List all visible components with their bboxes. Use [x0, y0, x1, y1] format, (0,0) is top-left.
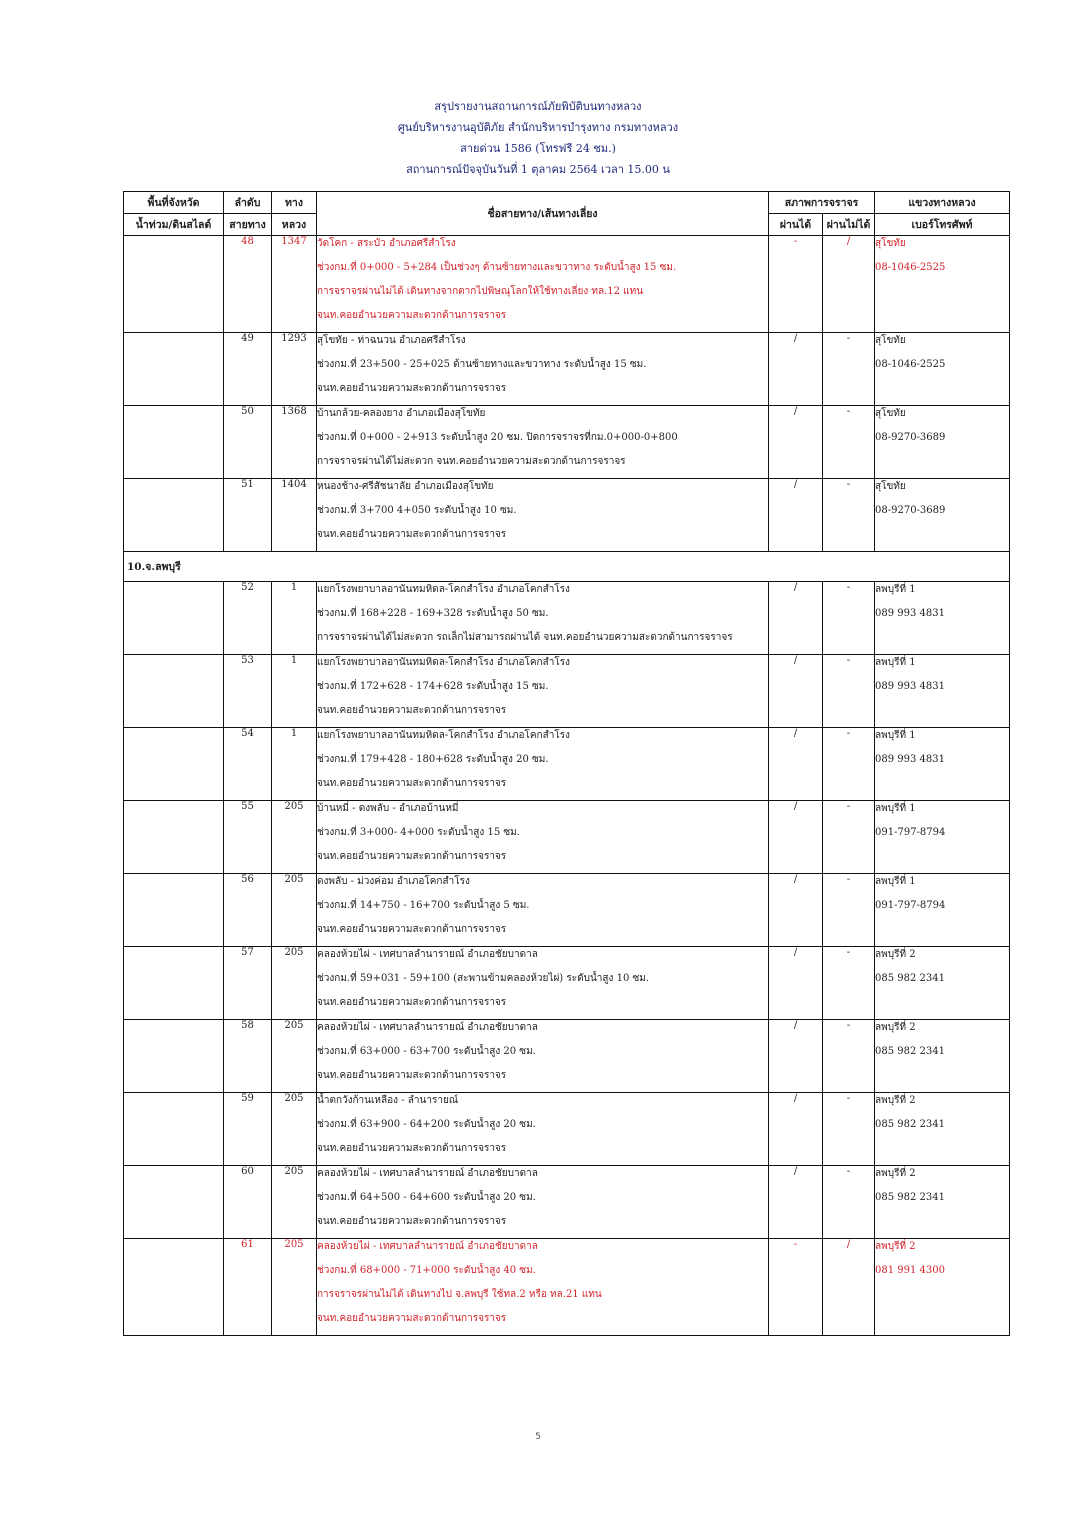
route-line: ช่วงกม.ที่ 0+000 - 2+913 ระดับน้ำสูง 20 ซม. ปิดการจราจรที่กม.0+000-0+800: [317, 432, 678, 443]
office-cell: [875, 1239, 1010, 1336]
office-cell: [875, 947, 1010, 1020]
route-line: คลองห้วยไผ่ - เทศบาลลำนารายณ์ อำเภอชัยบาดาล: [317, 1022, 538, 1033]
header-highway: ทาง: [272, 192, 317, 214]
route-line: วัดโคก - สระบัว อำเภอศรีสำโรง: [317, 238, 456, 249]
report-timestamp: สถานการณ์ปัจจุบันวันที่ 1 ตุลาคม 2564 เวลา 15.00 น: [406, 163, 670, 176]
route-description: [317, 236, 769, 333]
highway-cell: 1: [272, 728, 317, 801]
impassable-cell: -: [823, 1093, 875, 1166]
office-name: ลพบุรีที่ 1: [875, 730, 916, 741]
route-line: จนท.คอยอำนวยความสะดวกด้านการจราจร: [317, 1216, 507, 1227]
route-line: บ้านกล้วย-คลองยาง อำเภอเมืองสุโขทัย: [317, 408, 486, 419]
seq-cell: 52: [224, 582, 272, 655]
route-line: จนท.คอยอำนวยความสะดวกด้านการจราจร: [317, 705, 507, 716]
route-line: จนท.คอยอำนวยความสะดวกด้านการจราจร: [317, 924, 507, 935]
office-cell: [875, 406, 1010, 479]
report-title-block: [0, 96, 1076, 180]
situation-table: [123, 191, 1010, 1336]
highway-cell: 205: [272, 874, 317, 947]
office-cell: [875, 655, 1010, 728]
route-description: [317, 728, 769, 801]
office-name: สุโขทัย: [875, 481, 906, 492]
route-line: การจราจรผ่านได้ไม่สะดวก จนท.คอยอำนวยความสะดวกด้านการจราจร: [317, 456, 626, 467]
route-description: [317, 1166, 769, 1239]
header-seq: ลำดับ: [224, 192, 272, 214]
table-row: [124, 655, 1010, 728]
route-line: ช่วงกม.ที่ 3+700 4+050 ระดับน้ำสูง 10 ซม.: [317, 505, 517, 516]
highway-cell: 205: [272, 1166, 317, 1239]
route-line: แยกโรงพยาบาลอานันทมหิดล-โคกสำโรง อำเภอโคกสำโรง: [317, 657, 570, 668]
office-name: สุโขทัย: [875, 335, 906, 346]
office-name: ลพบุรีที่ 2: [875, 1095, 916, 1106]
table-row: [124, 947, 1010, 1020]
office-phone: 08-1046-2525: [875, 359, 946, 370]
impassable-cell: -: [823, 801, 875, 874]
office-name: ลพบุรีที่ 2: [875, 1022, 916, 1033]
route-line: ช่วงกม.ที่ 3+000- 4+000 ระดับน้ำสูง 15 ซม.: [317, 827, 520, 838]
impassable-cell: -: [823, 1166, 875, 1239]
area-cell: [124, 655, 224, 728]
seq-cell: 53: [224, 655, 272, 728]
table-row: [124, 801, 1010, 874]
route-line: การจราจรผ่านไม่ได้ เดินทางจากตากไปพิษณุโลกให้ใช้ทางเลี่ยง ทล.12 แทน: [317, 286, 644, 297]
route-description: [317, 1020, 769, 1093]
table-body: [124, 236, 1010, 1336]
passable-cell: -: [769, 1239, 823, 1336]
header-area-sub: น้ำท่วม/ดินสไลด์: [124, 214, 224, 236]
area-cell: [124, 1166, 224, 1239]
area-cell: [124, 1239, 224, 1336]
seq-cell: 48: [224, 236, 272, 333]
route-line: ช่วงกม.ที่ 68+000 - 71+000 ระดับน้ำสูง 40 ซม.: [317, 1265, 536, 1276]
seq-cell: 55: [224, 801, 272, 874]
office-phone: 08-9270-3689: [875, 432, 946, 443]
route-description: [317, 406, 769, 479]
route-line: จนท.คอยอำนวยความสะดวกด้านการจราจร: [317, 383, 507, 394]
seq-cell: 58: [224, 1020, 272, 1093]
report-hotline: สายด่วน 1586 (โทรฟรี 24 ชม.): [460, 142, 616, 155]
office-name: ลพบุรีที่ 2: [875, 1241, 916, 1252]
highway-cell: 1: [272, 582, 317, 655]
office-phone: 085 982 2341: [875, 1192, 945, 1203]
office-cell: [875, 479, 1010, 552]
office-cell: [875, 874, 1010, 947]
office-name: ลพบุรีที่ 1: [875, 803, 916, 814]
route-line: แยกโรงพยาบาลอานันทมหิดล-โคกสำโรง อำเภอโคกสำโรง: [317, 730, 570, 741]
table-row: [124, 1020, 1010, 1093]
header-traffic: สภาพการจราจร: [769, 192, 875, 214]
report-organization: ศูนย์บริหารงานอุบัติภัย สำนักบริหารบำรุงทาง กรมทางหลวง: [397, 121, 679, 134]
passable-cell: /: [769, 1093, 823, 1166]
route-line: ดงพลับ - ม่วงค่อม อำเภอโคกสำโรง: [317, 876, 470, 887]
highway-cell: 205: [272, 1020, 317, 1093]
area-cell: [124, 874, 224, 947]
route-line: ช่วงกม.ที่ 23+500 - 25+025 ด้านซ้ายทางและขวาทาง ระดับน้ำสูง 15 ซม.: [317, 359, 647, 370]
office-cell: [875, 1093, 1010, 1166]
impassable-cell: /: [823, 236, 875, 333]
area-cell: [124, 236, 224, 333]
route-line: การจราจรผ่านได้ไม่สะดวก รถเล็กไม่สามารถผ่านได้ จนท.คอยอำนวยความสะดวกด้านการจราจร: [317, 632, 733, 643]
seq-cell: 61: [224, 1239, 272, 1336]
route-description: [317, 1239, 769, 1336]
table-row: [124, 333, 1010, 406]
route-description: [317, 333, 769, 406]
route-line: สุโขทัย - ท่าฉนวน อำเภอศรีสำโรง: [317, 335, 466, 346]
seq-cell: 60: [224, 1166, 272, 1239]
office-cell: [875, 582, 1010, 655]
passable-cell: /: [769, 333, 823, 406]
route-line: ช่วงกม.ที่ 0+000 - 5+284 เป็นช่วงๆ ด้านซ้ายทางและขวาทาง ระดับน้ำสูง 15 ซม.: [317, 262, 677, 273]
table-row: [124, 406, 1010, 479]
route-line: จนท.คอยอำนวยความสะดวกด้านการจราจร: [317, 851, 507, 862]
header-impassable: ผ่านไม่ได้: [823, 214, 875, 236]
highway-cell: 205: [272, 801, 317, 874]
highway-cell: 1: [272, 655, 317, 728]
report-title: สรุปรายงานสถานการณ์ภัยพิบัติบนทางหลวง: [434, 100, 642, 113]
highway-cell: 205: [272, 947, 317, 1020]
route-line: คลองห้วยไผ่ - เทศบาลลำนารายณ์ อำเภอชัยบาดาล: [317, 949, 538, 960]
office-name: สุโขทัย: [875, 238, 906, 249]
passable-cell: -: [769, 236, 823, 333]
route-description: [317, 874, 769, 947]
highway-cell: 1293: [272, 333, 317, 406]
impassable-cell: -: [823, 655, 875, 728]
impassable-cell: -: [823, 1020, 875, 1093]
office-name: ลพบุรีที่ 1: [875, 657, 916, 668]
office-cell: [875, 333, 1010, 406]
table-row: [124, 1093, 1010, 1166]
seq-cell: 57: [224, 947, 272, 1020]
area-cell: [124, 406, 224, 479]
route-line: จนท.คอยอำนวยความสะดวกด้านการจราจร: [317, 529, 507, 540]
area-cell: [124, 479, 224, 552]
area-cell: [124, 333, 224, 406]
route-line: ช่วงกม.ที่ 64+500 - 64+600 ระดับน้ำสูง 20 ซม.: [317, 1192, 536, 1203]
office-name: ลพบุรีที่ 1: [875, 876, 916, 887]
passable-cell: /: [769, 874, 823, 947]
seq-cell: 51: [224, 479, 272, 552]
office-phone: 089 993 4831: [875, 754, 945, 765]
route-line: จนท.คอยอำนวยความสะดวกด้านการจราจร: [317, 1070, 507, 1081]
office-phone: 089 993 4831: [875, 608, 945, 619]
area-cell: [124, 582, 224, 655]
area-cell: [124, 1020, 224, 1093]
impassable-cell: -: [823, 947, 875, 1020]
office-phone: 085 982 2341: [875, 1119, 945, 1130]
table-row: [124, 479, 1010, 552]
route-description: [317, 479, 769, 552]
office-name: ลพบุรีที่ 1: [875, 584, 916, 595]
passable-cell: /: [769, 479, 823, 552]
office-name: ลพบุรีที่ 2: [875, 949, 916, 960]
route-line: คลองห้วยไผ่ - เทศบาลลำนารายณ์ อำเภอชัยบาดาล: [317, 1241, 538, 1252]
route-line: จนท.คอยอำนวยความสะดวกด้านการจราจร: [317, 1313, 507, 1324]
passable-cell: /: [769, 1020, 823, 1093]
route-line: จนท.คอยอำนวยความสะดวกด้านการจราจร: [317, 1143, 507, 1154]
area-cell: [124, 947, 224, 1020]
header-row-1: [124, 192, 1010, 214]
office-name: ลพบุรีที่ 2: [875, 1168, 916, 1179]
route-description: [317, 947, 769, 1020]
office-cell: [875, 1166, 1010, 1239]
header-passable: ผ่านได้: [769, 214, 823, 236]
office-phone: 085 982 2341: [875, 1046, 945, 1057]
route-line: ช่วงกม.ที่ 172+628 - 174+628 ระดับน้ำสูง 15 ซม.: [317, 681, 549, 692]
impassable-cell: /: [823, 1239, 875, 1336]
highway-cell: 1404: [272, 479, 317, 552]
route-line: ช่วงกม.ที่ 168+228 - 169+328 ระดับน้ำสูง 50 ซม.: [317, 608, 549, 619]
seq-cell: 50: [224, 406, 272, 479]
route-line: ช่วงกม.ที่ 179+428 - 180+628 ระดับน้ำสูง 20 ซม.: [317, 754, 549, 765]
office-cell: [875, 1020, 1010, 1093]
header-seq-sub: สายทาง: [224, 214, 272, 236]
seq-cell: 59: [224, 1093, 272, 1166]
route-line: บ้านหมี่ - ดงพลับ - อำเภอบ้านหมี่: [317, 803, 459, 814]
highway-cell: 205: [272, 1093, 317, 1166]
passable-cell: /: [769, 582, 823, 655]
seq-cell: 54: [224, 728, 272, 801]
area-cell: [124, 728, 224, 801]
section-row: [124, 552, 1010, 582]
seq-cell: 49: [224, 333, 272, 406]
route-line: ช่วงกม.ที่ 14+750 - 16+700 ระดับน้ำสูง 5 ซม.: [317, 900, 530, 911]
route-description: [317, 1093, 769, 1166]
office-phone: 091-797-8794: [875, 900, 946, 911]
area-cell: [124, 801, 224, 874]
table-row: [124, 874, 1010, 947]
impassable-cell: -: [823, 874, 875, 947]
table-row: [124, 236, 1010, 333]
impassable-cell: -: [823, 333, 875, 406]
header-area: พื้นที่จังหวัด: [124, 192, 224, 214]
office-phone: 08-1046-2525: [875, 262, 946, 273]
highway-cell: 205: [272, 1239, 317, 1336]
impassable-cell: -: [823, 728, 875, 801]
office-cell: [875, 236, 1010, 333]
route-line: ช่วงกม.ที่ 59+031 - 59+100 (สะพานข้ามคลองห้วยไผ่) ระดับน้ำสูง 10 ซม.: [317, 973, 650, 984]
route-line: จนท.คอยอำนวยความสะดวกด้านการจราจร: [317, 778, 507, 789]
office-cell: [875, 801, 1010, 874]
route-line: คลองห้วยไผ่ - เทศบาลลำนารายณ์ อำเภอชัยบาดาล: [317, 1168, 538, 1179]
impassable-cell: -: [823, 406, 875, 479]
route-description: [317, 655, 769, 728]
section-label: 10.จ.ลพบุรี: [124, 552, 1010, 582]
office-cell: [875, 728, 1010, 801]
passable-cell: /: [769, 947, 823, 1020]
route-line: จนท.คอยอำนวยความสะดวกด้านการจราจร: [317, 997, 507, 1008]
route-line: ช่วงกม.ที่ 63+900 - 64+200 ระดับน้ำสูง 20 ซม.: [317, 1119, 536, 1130]
office-phone: 081 991 4300: [875, 1265, 945, 1276]
office-phone: 08-9270-3689: [875, 505, 946, 516]
passable-cell: /: [769, 1166, 823, 1239]
header-phone: เบอร์โทรศัพท์: [875, 214, 1010, 236]
header-route: ชื่อสายทาง/เส้นทางเลี่ยง: [317, 192, 769, 236]
highway-cell: 1368: [272, 406, 317, 479]
route-line: หนองช้าง-ศรีสัชนาลัย อำเภอเมืองสุโขทัย: [317, 481, 494, 492]
table-row: [124, 728, 1010, 801]
route-line: การจราจรผ่านไม่ได้ เดินทางไป จ.ลพบุรี ใช้ทล.2 หรือ ทล.21 แทน: [317, 1289, 602, 1300]
office-phone: 091-797-8794: [875, 827, 946, 838]
passable-cell: /: [769, 728, 823, 801]
seq-cell: 56: [224, 874, 272, 947]
office-name: สุโขทัย: [875, 408, 906, 419]
impassable-cell: -: [823, 582, 875, 655]
table-row: [124, 1239, 1010, 1336]
route-line: น้ำตกวังก้านเหลือง - ลำนารายณ์: [317, 1095, 459, 1106]
table-row: [124, 1166, 1010, 1239]
route-line: จนท.คอยอำนวยความสะดวกด้านการจราจร: [317, 310, 507, 321]
route-description: [317, 801, 769, 874]
route-line: ช่วงกม.ที่ 63+000 - 63+700 ระดับน้ำสูง 20 ซม.: [317, 1046, 536, 1057]
header-office: แขวงทางหลวง: [875, 192, 1010, 214]
header-highway-sub: หลวง: [272, 214, 317, 236]
office-phone: 089 993 4831: [875, 681, 945, 692]
passable-cell: /: [769, 406, 823, 479]
highway-cell: 1347: [272, 236, 317, 333]
page-number: 5: [535, 1432, 541, 1442]
table-row: [124, 582, 1010, 655]
passable-cell: /: [769, 655, 823, 728]
route-line: แยกโรงพยาบาลอานันทมหิดล-โคกสำโรง อำเภอโคกสำโรง: [317, 584, 570, 595]
route-description: [317, 582, 769, 655]
area-cell: [124, 1093, 224, 1166]
office-phone: 085 982 2341: [875, 973, 945, 984]
passable-cell: /: [769, 801, 823, 874]
impassable-cell: -: [823, 479, 875, 552]
